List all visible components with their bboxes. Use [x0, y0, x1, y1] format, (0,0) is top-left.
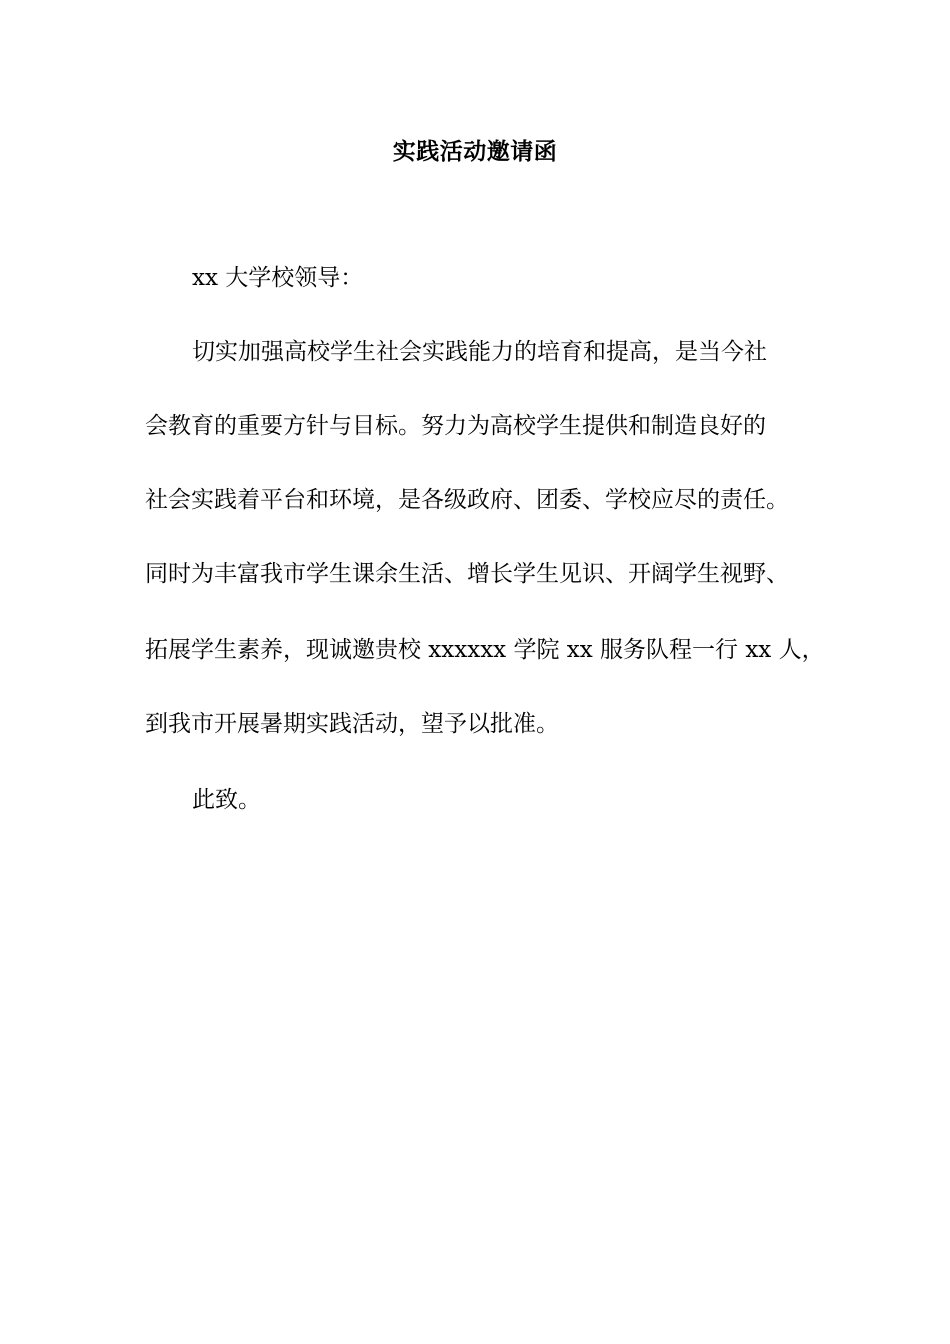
body-line: 会教育的重要方针与目标。努力为高校学生提供和制造良好的 — [145, 413, 766, 439]
document-title: 实践活动邀请函 — [392, 138, 558, 165]
body-line: 同时为丰富我市学生课余生活、增长学生见识、开阔学生视野、 — [145, 561, 789, 587]
closing: 此致。 — [192, 787, 261, 813]
body-line: 拓展学生素养，现诚邀贵校 xxxxxx 学院 xx 服务队程一行 xx 人， — [145, 637, 825, 663]
body-line: 切实加强高校学生社会实践能力的培育和提高，是当今社 — [192, 339, 767, 365]
body-line: 社会实践着平台和环境，是各级政府、团委、学校应尽的责任。 — [145, 487, 789, 513]
salutation: xx 大学校领导： — [192, 265, 364, 291]
body-line: 到我市开展暑期实践活动，望予以批准。 — [145, 711, 559, 737]
